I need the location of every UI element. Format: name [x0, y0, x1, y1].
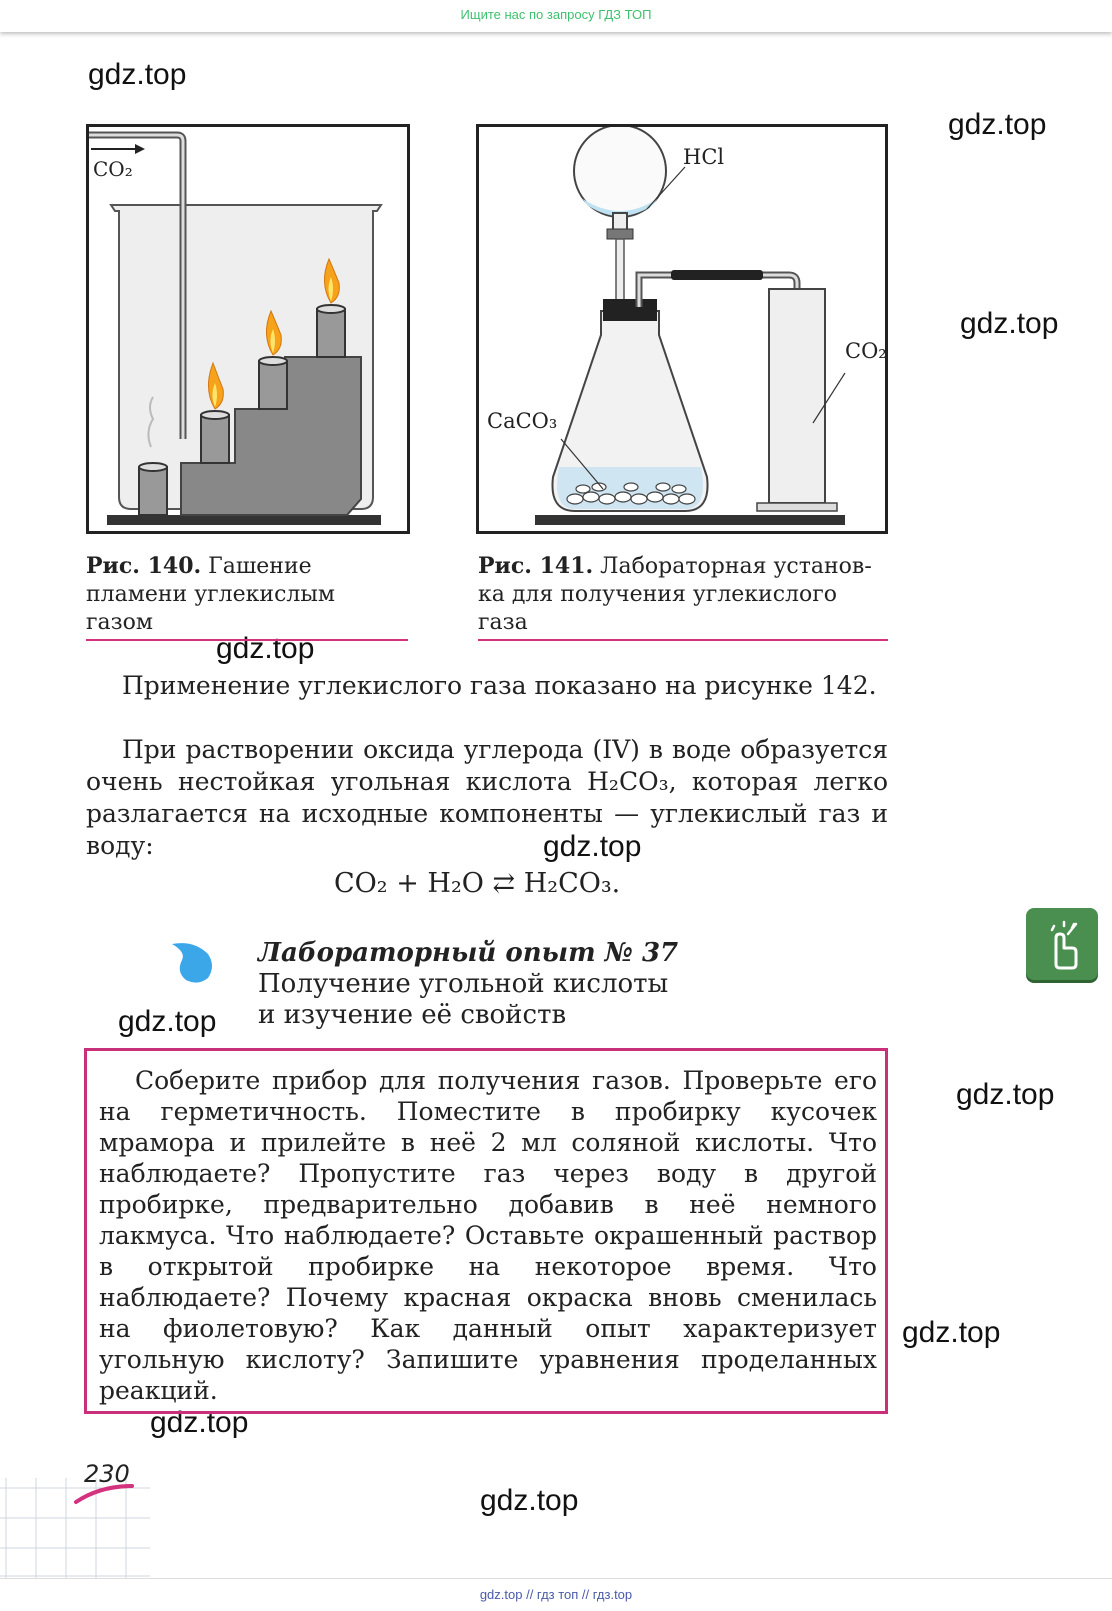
caption-text: ка для получения углекислого: [478, 582, 838, 607]
lab-instructions: [99, 1065, 877, 1406]
caption-number: Рис. 140.: [86, 553, 202, 579]
lab-instructions-box: [84, 1048, 888, 1414]
caption-text: Лабораторная установ-: [600, 554, 872, 579]
watermark: gdz.top: [948, 108, 1047, 141]
co2-label: CO₂: [845, 339, 887, 363]
lab-setup-illustration: [479, 127, 885, 531]
lab-title: Лабораторный опыт № 37: [258, 938, 679, 968]
lab-instructions-text: Соберите прибор для получения газов. Проверьте его на герметичность. Поместите в пробирку кусочек мрамора и прилейте в неё 2 мл соляной кислоты. Что наблюдаете? Пропустите газ через воду в другой пробирке, предварительно добавив в неё немного лакмуса. Что наблюдаете? Оставьте окрашенный раствор в открытой пробирке на некоторое время. Что наблюдаете? Почему красная окраска вновь сменилась на фиолетовую? Как данный опыт характеризует угольную кислоту? Запишите уравнения проделанных реакций.: [99, 1066, 877, 1405]
paragraph: [86, 734, 888, 862]
footer: [0, 1578, 1112, 1611]
co2-label: CO₂: [93, 157, 133, 181]
watermark: gdz.top: [956, 1078, 1055, 1111]
chemical-equation: CO₂ + H₂O ⇄ H₂CO₃.: [334, 868, 621, 899]
hand-pointer-icon: [1026, 908, 1098, 980]
page-corner-grid: [0, 1478, 150, 1578]
figure-140-caption: [86, 552, 408, 641]
lab-subtitle: Получение угольной кислоты: [258, 969, 669, 999]
caption-text: пламени углекислым: [86, 582, 336, 607]
watermark: gdz.top: [150, 1406, 249, 1439]
figure-141-caption: [478, 552, 888, 641]
drop-icon: [168, 940, 220, 986]
top-banner: [0, 0, 1112, 32]
hcl-label: HCl: [683, 145, 725, 169]
caption-text: Гашение: [208, 554, 312, 579]
paragraph-text: Применение углекислого газа показано на рисунке 142.: [122, 671, 877, 700]
page-number: 230: [84, 1460, 130, 1488]
caption-text: газа: [478, 610, 528, 635]
watermark: gdz.top: [480, 1484, 579, 1517]
footer-text: gdz.top // гдз топ // гдз.top: [479, 1587, 633, 1602]
lab-subtitle: и изучение её свойств: [258, 1000, 567, 1030]
caco3-label: CaCO₃: [487, 409, 558, 433]
watermark: gdz.top: [216, 632, 315, 665]
caption-text: газом: [86, 610, 153, 635]
caption-number: Рис. 141.: [478, 553, 594, 579]
candles-illustration: [89, 127, 407, 531]
watermark: gdz.top: [88, 58, 187, 91]
top-banner-text: Ищите нас по запросу ГДЗ ТОП: [460, 7, 652, 22]
watermark: gdz.top: [960, 307, 1059, 340]
figure-141: [476, 124, 888, 534]
paragraph-text: При растворении оксида углерода (IV) в воде образуется очень нестойкая угольная кислота H₂CO₃, которая легко разлагается на исходные компоненты — углекислый газ и воду:: [86, 735, 888, 860]
paragraph: [86, 670, 888, 702]
watermark: gdz.top: [902, 1316, 1001, 1349]
lab-heading: [258, 938, 878, 1031]
hand-pointer-button[interactable]: [1026, 908, 1098, 980]
figure-140: [86, 124, 410, 534]
watermark: gdz.top: [118, 1005, 217, 1038]
watermark: gdz.top: [543, 830, 642, 863]
